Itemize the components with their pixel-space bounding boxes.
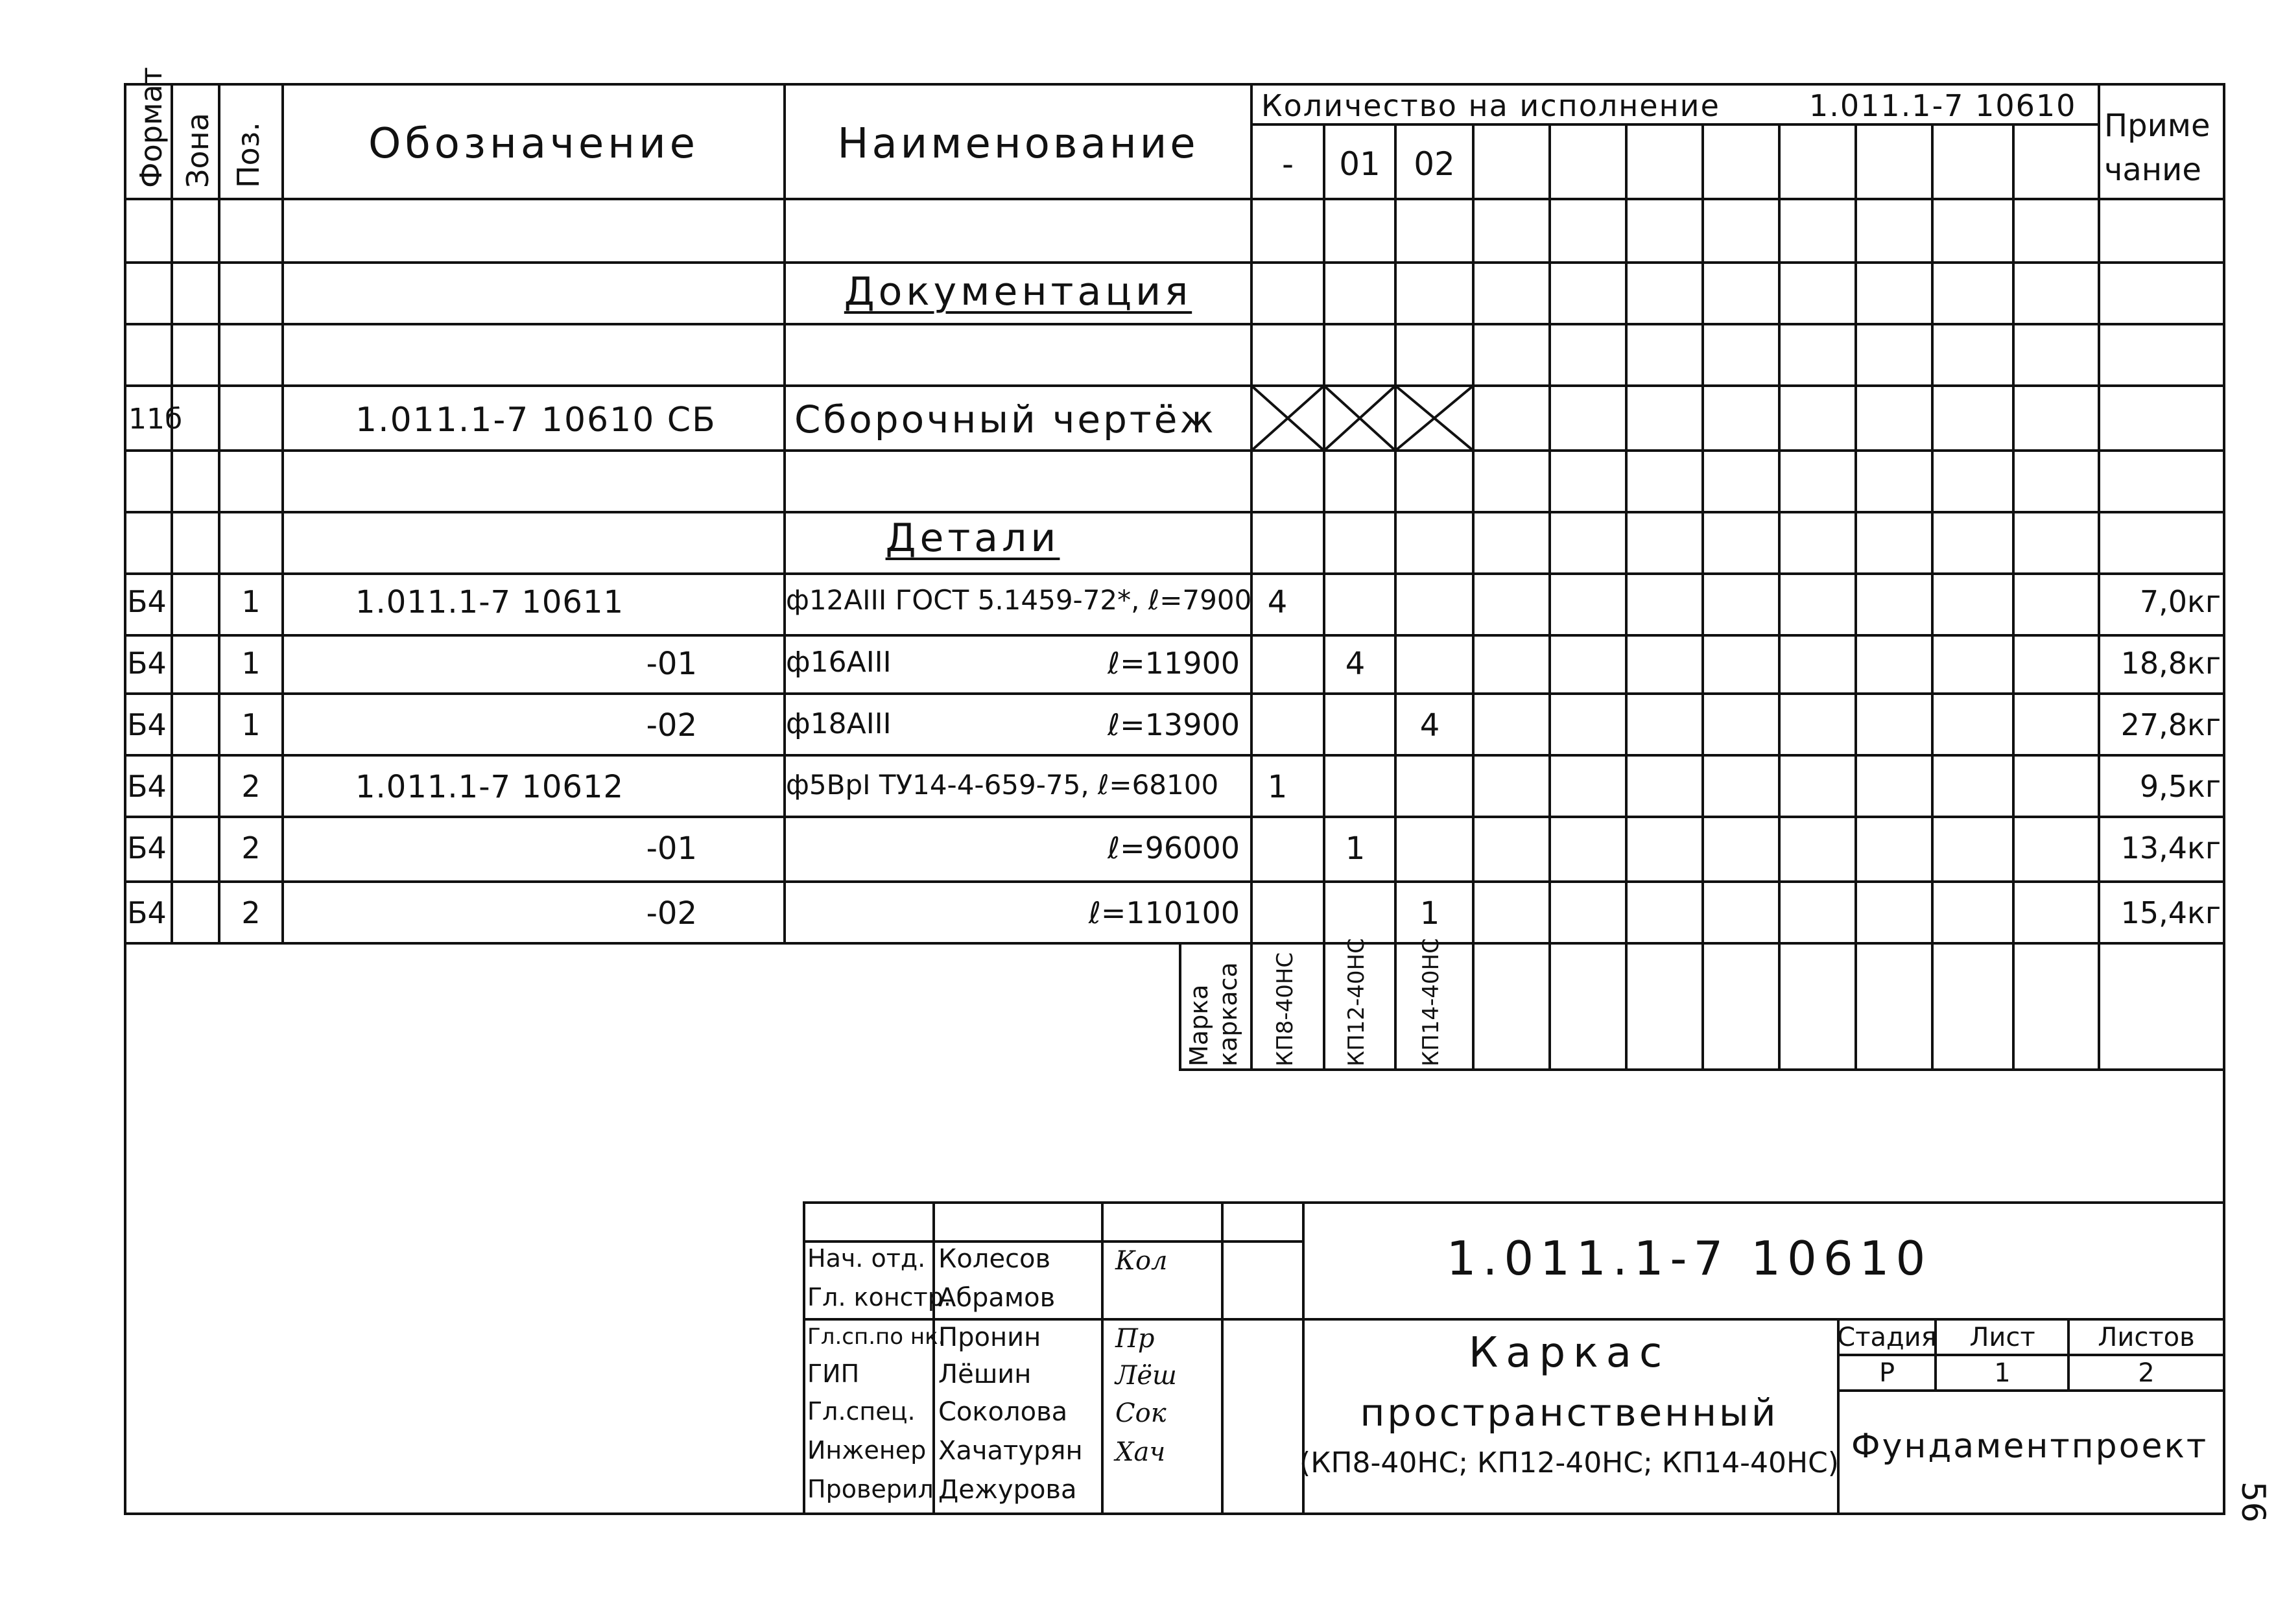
mark-item: КП12-40НС [1344, 938, 1369, 1066]
signer-signature: Пр [1115, 1324, 1155, 1354]
stage-label: Стадия [1837, 1323, 1937, 1352]
mark-item: КП8-40НС [1272, 952, 1298, 1066]
row-note: 9,5кг [2139, 769, 2221, 804]
row-note: 27,8кг [2120, 707, 2221, 742]
row-pos: 1 [241, 646, 261, 681]
row-format: Б4 [127, 584, 167, 619]
row-format: Б4 [127, 646, 167, 681]
signer-name: Колесов [938, 1244, 1051, 1274]
row-pos: 1 [241, 707, 261, 742]
signer-role: Гл. констр. [807, 1283, 951, 1312]
row-qty: 1 [1419, 895, 1440, 932]
signer-role: ГИП [807, 1359, 860, 1388]
row-pos: 1 [241, 584, 261, 619]
row-pos: 2 [241, 769, 261, 804]
header-variant-01: 01 [1339, 145, 1380, 183]
header-designation: Обозначение [368, 120, 700, 168]
signer-signature: Лёш [1115, 1361, 1177, 1391]
organization: Фундаментпроект [1851, 1427, 2209, 1466]
mark-label-2: каркаса [1214, 962, 1242, 1066]
row-format: Б4 [127, 769, 167, 804]
row-format: Б4 [127, 895, 167, 930]
row-designation: -02 [646, 895, 697, 932]
row-designation: -02 [646, 707, 697, 744]
row-name: ф16АIII [786, 646, 892, 679]
drawing-code: 1.011.1-7 10610 [1446, 1231, 1932, 1286]
row-length: ℓ=11900 [1108, 646, 1240, 681]
assembly-name: Сборочный чертёж [794, 397, 1216, 441]
signer-name: Пронин [938, 1323, 1041, 1352]
assembly-format: 11б [128, 403, 183, 436]
header-pos: Поз. [231, 122, 266, 188]
page-number: 56 [2234, 1481, 2272, 1523]
title-line-3: (КП8-40НС; КП12-40НС; КП14-40НС) [1299, 1446, 1839, 1479]
row-length: ℓ=96000 [1108, 830, 1240, 865]
row-qty: 4 [1345, 646, 1366, 682]
row-pos: 2 [241, 830, 261, 865]
signer-name: Дежурова [938, 1475, 1077, 1505]
stage-value: Р [1878, 1358, 1895, 1388]
row-designation: 1.011.1-7 10612 [355, 769, 624, 805]
title-line-1: Каркас [1468, 1329, 1670, 1377]
row-note: 18,8кг [2120, 646, 2221, 681]
row-format: Б4 [127, 830, 167, 865]
row-length: ℓ=13900 [1108, 707, 1240, 742]
header-variant-02: 02 [1414, 145, 1455, 183]
signer-role: Гл.спец. [807, 1397, 916, 1426]
header-note-1: Приме [2104, 108, 2210, 144]
row-qty: 1 [1267, 769, 1288, 805]
signer-signature: Сок [1115, 1398, 1167, 1428]
signer-name: Соколова [938, 1397, 1068, 1427]
row-designation: -01 [646, 830, 697, 867]
row-note: 15,4кг [2120, 895, 2221, 930]
row-designation: 1.011.1-7 10611 [355, 584, 624, 620]
signer-role: Проверил [807, 1475, 934, 1503]
signer-signature: Хач [1115, 1437, 1166, 1467]
sheet-value: 1 [1994, 1358, 2011, 1388]
assembly-designation: 1.011.1-7 10610 СБ [355, 401, 717, 440]
signer-name: Лёшин [938, 1359, 1032, 1389]
signer-name: Абрамов [938, 1283, 1056, 1313]
mark-label-1: Марка [1185, 984, 1213, 1066]
row-qty: 1 [1345, 830, 1366, 867]
sheet-label: Лист [1969, 1323, 2035, 1352]
row-designation: -01 [646, 646, 697, 682]
header-quantity-code: 1.011.1-7 10610 [1809, 88, 2077, 123]
row-name: ф18АIII [786, 707, 892, 740]
sheets-value: 2 [2138, 1358, 2155, 1388]
header-zone: Зона [180, 113, 215, 188]
row-format: Б4 [127, 707, 167, 742]
header-variant-base: - [1281, 145, 1294, 183]
header-note-2: чание [2104, 152, 2201, 188]
header-quantity-title: Количество на исполнение [1261, 88, 1720, 123]
signer-role: Инженер [807, 1436, 927, 1465]
title-line-2: пространственный [1360, 1391, 1779, 1435]
row-note: 13,4кг [2120, 830, 2221, 865]
header-name: Наименование [837, 120, 1199, 168]
sheets-label: Листов [2098, 1323, 2195, 1352]
row-note: 7,0кг [2139, 584, 2221, 619]
row-name: ф5ВрI ТУ14-4-659-75, ℓ=68100 [786, 769, 1219, 801]
row-qty: 4 [1419, 707, 1440, 744]
signer-role: Нач. отд. [807, 1244, 926, 1273]
row-name: ф12АIII ГОСТ 5.1459-72*, ℓ=7900 [786, 584, 1252, 616]
section-documentation: Документация [844, 269, 1192, 314]
row-qty: 4 [1267, 584, 1288, 620]
row-length: ℓ=110100 [1088, 895, 1240, 930]
section-details: Детали [885, 515, 1060, 561]
signer-name: Хачатурян [938, 1436, 1083, 1466]
mark-item: КП14-40НС [1418, 938, 1444, 1066]
header-format: Формат [134, 67, 169, 188]
signer-signature: Кол [1115, 1246, 1168, 1276]
row-pos: 2 [241, 895, 261, 930]
signer-role: Гл.сп.по нк. [807, 1324, 945, 1350]
